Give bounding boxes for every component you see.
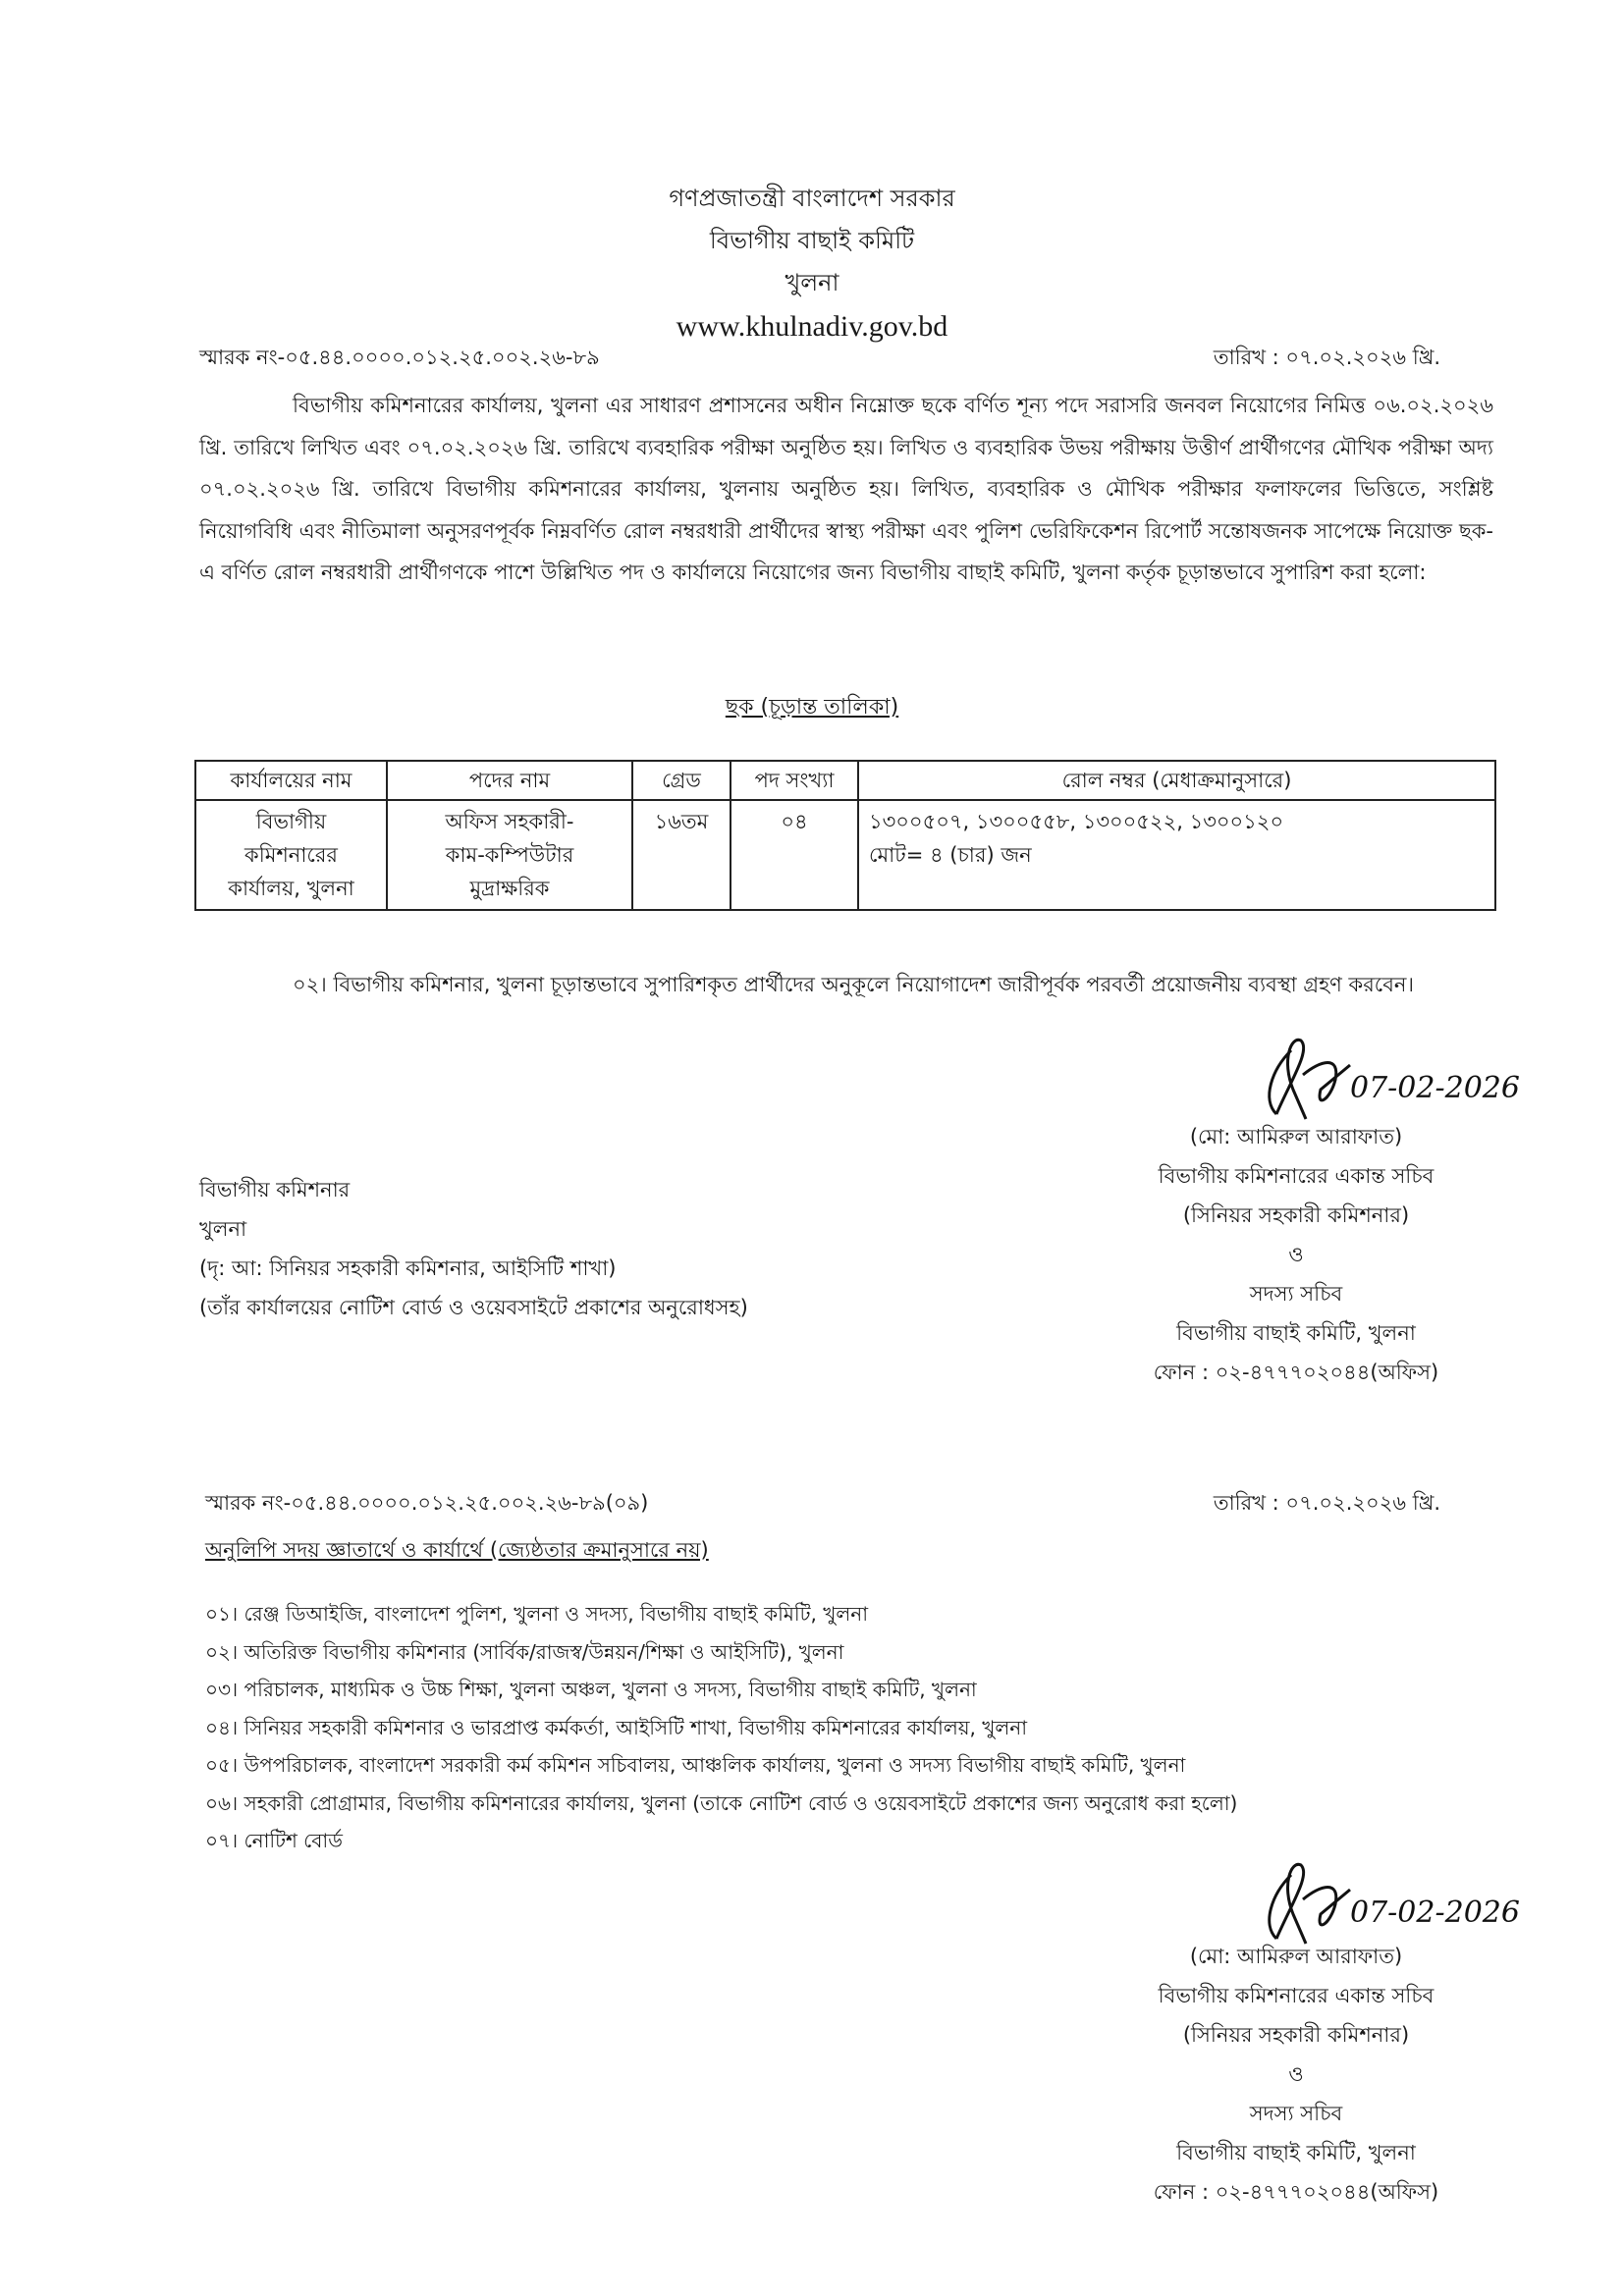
list-item: ০২। অতিরিক্ত বিভাগীয় কমিশনার (সার্বিক/রাজস্ব/উন্নয়ন/শিক্ষা ও আইসিটি), খুলনা [205, 1639, 844, 1664]
cc-heading: অনুলিপি সদয় জ্ঞাতার্থে ও কার্যার্থে (জ্যেষ্ঠতার ক্রমানুসারে নয়) [205, 1538, 709, 1562]
signer-title: বিভাগীয় কমিশনারের একান্ত সচিব [1158, 1164, 1435, 1188]
signature-1-date: 07-02-2026 [1350, 1071, 1520, 1105]
signer-phone: ফোন : ০২-৪৭৭৭০২০৪৪(অফিস) [1153, 1361, 1439, 1384]
signer-committee: বিভাগীয় বাছাই কমিটি, খুলনা [1176, 1321, 1416, 1345]
selection-table [194, 760, 1496, 911]
signature-2-date: 07-02-2026 [1350, 1896, 1520, 1930]
memo2-ref: স্মারক নং-০৫.৪৪.০০০০.০১২.২৫.০০২.২৬-৮৯(০৯) [205, 1491, 649, 1515]
signer-title: বিভাগীয় কমিশনারের একান্ত সচিব [1158, 1984, 1435, 2007]
table-caption [0, 690, 1624, 726]
cell-office [195, 800, 387, 910]
cell-rolls-total: মোট= ৪ (চার) জন [869, 843, 1032, 867]
cell-post-line: মুদ্রাক্ষরিক [469, 877, 550, 900]
recipient-line: (দৃ: আ: সিনিয়র সহকারী কমিশনার, আইসিটি শাখা) [199, 1256, 617, 1280]
cell-grade: ১৬তম [632, 800, 731, 910]
signer-member: সদস্য সচিব [1249, 1282, 1343, 1306]
cc-list [205, 1595, 1501, 1860]
signer-phone: ফোন : ০২-৪৭৭৭০২০৪৪(অফিস) [1153, 2180, 1439, 2204]
header-committee: বিভাগীয় বাছাই কমিটি [709, 227, 915, 254]
table-header-row [195, 761, 1495, 800]
col-office: কার্যালয়ের নাম [195, 761, 387, 800]
list-item: ০৩। পরিচালক, মাধ্যমিক ও উচ্চ শিক্ষা, খুলনা অঞ্চল, খুলনা ও সদস্য, বিভাগীয় বাছাই কমিটি, খুলনা [205, 1678, 977, 1701]
col-grade: গ্রেড [632, 761, 731, 800]
signature-block-1 [1070, 1117, 1522, 1392]
table-caption-text: ছক (চূড়ান্ত তালিকা) [725, 695, 899, 720]
recipient-block [199, 1170, 748, 1327]
point-2-text: ০২। বিভাগীয় কমিশনার, খুলনা চূড়ান্তভাবে সুপারিশকৃত প্রার্থীদের অনুকূলে নিয়োগাদেশ জারীপূর্বক পরবর্তী প্রয়োজনীয় ব্যবস্থা গ্রহণ করবেন। [293, 973, 1414, 996]
signer-name: (মো: আমিরুল আরাফাত) [1189, 1945, 1403, 1968]
header-govt: গণপ্রজাতন্ত্রী বাংলাদেশ সরকার [669, 185, 955, 212]
signature-block-2 [1070, 1937, 1522, 2212]
list-item: ০৬। সহকারী প্রোগ্রামার, বিভাগীয় কমিশনারের কার্যালয়, খুলনা (তাকে নোটিশ বোর্ড ও ওয়েবসাইটে প্রকাশের জন্য অনুরোধ করা হলো) [205, 1790, 1238, 1815]
table-row [195, 800, 1495, 910]
signer-name: (মো: আমিরুল আরাফাত) [1189, 1125, 1403, 1148]
col-count: পদ সংখ্যা [731, 761, 858, 800]
memo2-date: তারিখ : ০৭.০২.২০২৬ খ্রি. [1213, 1491, 1440, 1515]
cell-count: ০৪ [731, 800, 858, 910]
signature-1-image [1232, 1021, 1520, 1129]
memo-date: তারিখ : ০৭.০২.২০২৬ খ্রি. [1213, 346, 1440, 369]
col-rolls: রোল নম্বর (মেধাক্রমানুসারে) [858, 761, 1495, 800]
cell-office-line: কার্যালয়, খুলনা [228, 877, 354, 900]
signer-and: ও [1288, 1243, 1304, 1266]
col-post: পদের নাম [387, 761, 632, 800]
cell-rolls [858, 800, 1495, 910]
signer-and: ও [1288, 2062, 1304, 2086]
signer-committee: বিভাগীয় বাছাই কমিটি, খুলনা [1176, 2141, 1416, 2164]
cell-office-line: কমিশনারের [244, 843, 338, 867]
point-2 [199, 964, 1493, 1006]
cell-post-line: কাম-কম্পিউটার [445, 843, 574, 867]
header-website: www.khulnadiv.gov.bd [676, 310, 948, 343]
cell-post [387, 800, 632, 910]
cell-rolls-list: ১৩০০৫০৭, ১৩০০৫৫৮, ১৩০০৫২২, ১৩০০১২০ [869, 810, 1284, 833]
memo-ref: স্মারক নং-০৫.৪৪.০০০০.০১২.২৫.০০২.২৬-৮৯ [199, 346, 600, 369]
recipient-line: খুলনা [199, 1217, 247, 1241]
list-item: ০১। রেঞ্জ ডিআইজি, বাংলাদেশ পুলিশ, খুলনা ও সদস্য, বিভাগীয় বাছাই কমিটি, খুলনা [205, 1602, 868, 1626]
cell-post-line: অফিস সহকারী- [445, 810, 574, 833]
signer-rank: (সিনিয়র সহকারী কমিশনার) [1182, 1203, 1410, 1227]
list-item: ০৫। উপপরিচালক, বাংলাদেশ সরকারী কর্ম কমিশন সচিবালয়, আঞ্চলিক কার্যালয়, খুলনা ও সদস্য বিভাগীয় বাছাই কমিটি, খুলনা [205, 1753, 1186, 1777]
list-item: ০৭। নোটিশ বোর্ড [205, 1829, 343, 1852]
body-paragraph [199, 385, 1493, 594]
body-paragraph-text: বিভাগীয় কমিশনারের কার্যালয়, খুলনা এর সাধারণ প্রশাসনের অধীন নিম্নোক্ত ছকে বর্ণিত শূন্য পদে সরাসরি জনবল নিয়োগের নিমিত্ত ০৬.০২.২০২৬ খ্রি. তারিখে লিখিত এবং ০৭.০২.২০২৬ খ্রি. তারিখে ব্যবহারিক পরীক্ষা অনুষ্ঠিত হয়। লিখিত ও ব্যবহারিক উভয় পরীক্ষায় উত্তীর্ণ প্রার্থীগণের মৌখিক পরীক্ষা অদ্য ০৭.০২.২০২৬ খ্রি. তারিখে বিভাগীয় কমিশনারের কার্যালয়, খুলনায় অনুষ্ঠিত হয়। লিখিত, ব্যবহারিক ও মৌখিক পরীক্ষার ফলাফলের ভিত্তিতে, সংশ্লিষ্ট নিয়োগবিধি এবং নীতিমালা অনুসরণপূর্বক নিম্নবর্ণিত রোল নম্বরধারী প্রার্থীদের স্বাস্থ্য পরীক্ষা এবং পুলিশ ভেরিফিকেশন রিপোর্ট সন্তোষজনক সাপেক্ষে নিয়োক্ত ছক-এ বর্ণিত রোল নম্বরধারী প্রার্থীগণকে পাশে উল্লিখিত পদ ও কার্যালয়ে নিয়োগের জন্য বিভাগীয় বাছাই কমিটি, খুলনা কর্তৃক চূড়ান্তভাবে সুপারিশ করা হলো: [199, 394, 1493, 584]
header-city: খুলনা [785, 269, 839, 296]
cell-office-line: বিভাগীয় [255, 810, 327, 833]
signer-rank: (সিনিয়র সহকারী কমিশনার) [1182, 2023, 1410, 2047]
recipient-line: (তাঁর কার্যালয়ের নোটিশ বোর্ড ও ওয়েবসাইটে প্রকাশের অনুরোধসহ) [199, 1296, 748, 1319]
list-item: ০৪। সিনিয়র সহকারী কমিশনার ও ভারপ্রাপ্ত কর্মকর্তা, আইসিটি শাখা, বিভাগীয় কমিশনারের কার্যালয়, খুলনা [205, 1715, 1028, 1739]
recipient-line: বিভাগীয় কমিশনার [199, 1178, 351, 1201]
signer-member: সদস্য সচিব [1249, 2102, 1343, 2125]
